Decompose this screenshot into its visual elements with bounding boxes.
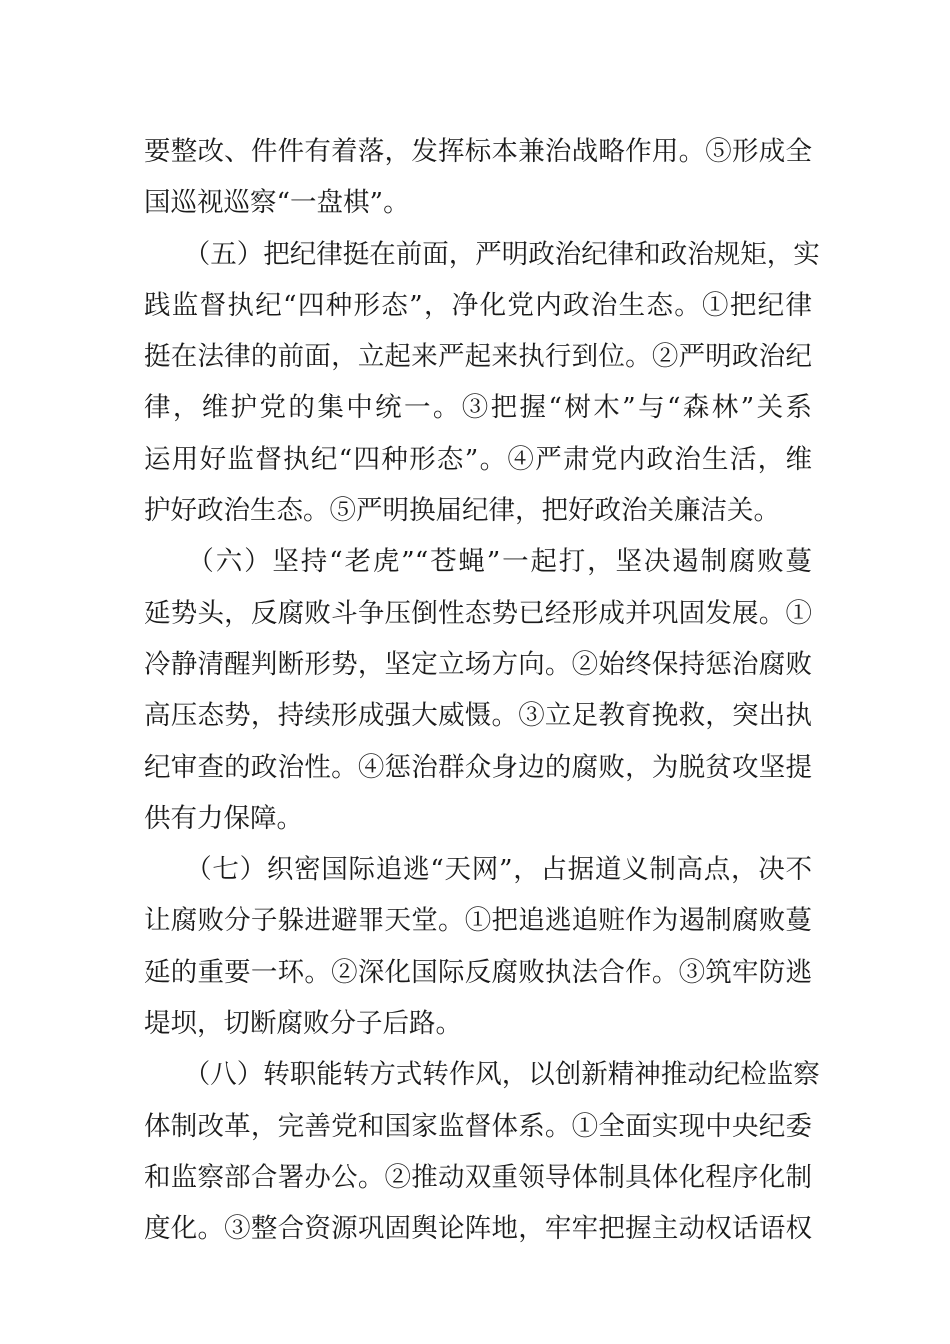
text-line: 护好政治生态。⑤严明换届纪律，把好政治关廉洁关。 bbox=[144, 495, 780, 527]
document-page bbox=[144, 126, 820, 1255]
text-line: 体制改革，完善党和国家监督体系。①全面实现中央纪委 bbox=[144, 1110, 812, 1142]
text-line: 要整改、件件有着落，发挥标本兼治战略作用。⑤形成全 bbox=[144, 136, 812, 167]
text-line: 供有力保障。 bbox=[144, 802, 303, 834]
text-line: 律，维护党的集中统一。③把握“树木”与“森林”关系 bbox=[144, 392, 812, 424]
text-line: 度化。③整合资源巩固舆论阵地，牢牢把握主动权话语权 bbox=[144, 1213, 812, 1245]
text-line: 高压态势，持续形成强大威慑。③立足教育挽救，突出执 bbox=[144, 700, 812, 732]
text-line: 国巡视巡察“一盘棋”。 bbox=[144, 187, 410, 219]
paragraph-start-line: （五）把纪律挺在前面，严明政治纪律和政治规矩，实 bbox=[144, 238, 820, 270]
paragraph-start-line: （七）织密国际追逃“天网”，占据道义制高点，决不 bbox=[144, 854, 812, 886]
text-line: 让腐败分子躲进避罪天堂。①把追逃追赃作为遏制腐败蔓 bbox=[144, 905, 812, 937]
text-line: 冷静清醒判断形势，坚定立场方向。②始终保持惩治腐败 bbox=[144, 648, 812, 680]
text-line: 和监察部合署办公。②推动双重领导体制具体化程序化制 bbox=[144, 1161, 812, 1193]
text-line: 运用好监督执纪“四种形态”。④严肃党内政治生活，维 bbox=[144, 443, 812, 475]
text-line: 延势头，反腐败斗争压倒性态势已经形成并巩固发展。① bbox=[144, 597, 812, 629]
text-line: 堤坝，切断腐败分子后路。 bbox=[144, 1008, 462, 1040]
text-line: 践监督执纪“四种形态”，净化党内政治生态。①把纪律 bbox=[144, 289, 812, 321]
paragraph-start-line: （六）坚持“老虎”“苍蝇”一起打，坚决遏制腐败蔓 bbox=[144, 546, 812, 578]
paragraph-start-line: （八）转职能转方式转作风，以创新精神推动纪检监察 bbox=[144, 1059, 820, 1091]
text-line: 纪审查的政治性。④惩治群众身边的腐败，为脱贫攻坚提 bbox=[144, 751, 812, 783]
text-line: 延的重要一环。②深化国际反腐败执法合作。③筑牢防逃 bbox=[144, 956, 812, 988]
text-line: 挺在法律的前面，立起来严起来执行到位。②严明政治纪 bbox=[144, 341, 812, 373]
